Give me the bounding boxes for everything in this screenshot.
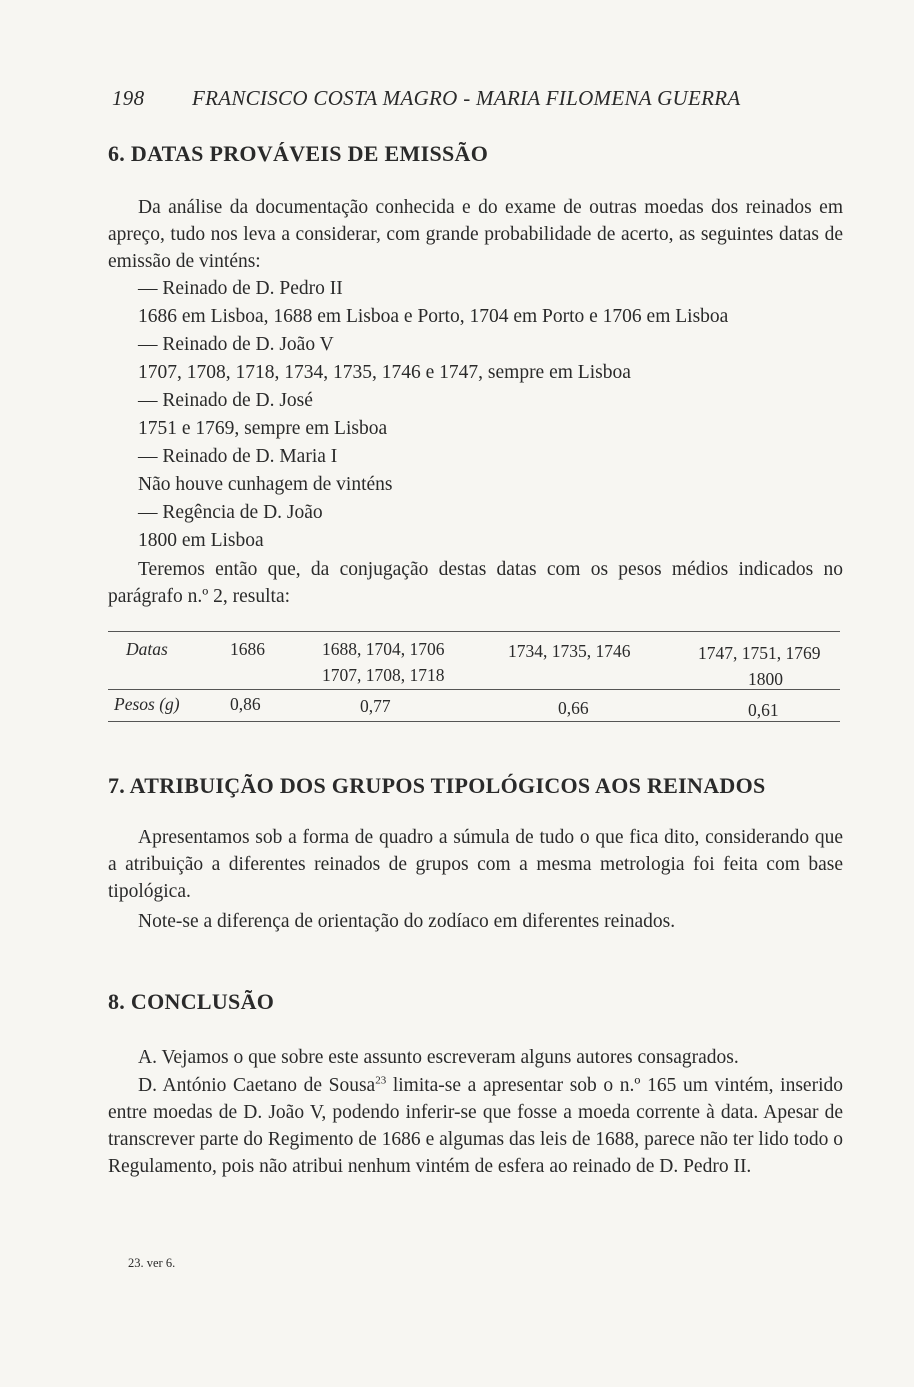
section-6-title: 6. DATAS PROVÁVEIS DE EMISSÃO — [108, 141, 489, 166]
pesos-col-1: 0,86 — [230, 694, 261, 714]
datas-col-2-line-2: 1707, 1708, 1718 — [322, 665, 445, 685]
section-8-p2 — [108, 1072, 843, 1180]
section-8-p1: A. Vejamos o que sobre este assunto escreveram alguns autores consagrados. — [138, 1047, 739, 1068]
p2-text-start: D. António Caetano de Sousa — [138, 1075, 376, 1096]
p2-text-rest: limita-se a apresentar sob o n.º 165 um vintém, inserido entre moedas de D. João V, podendo inferir-se que fosse a moeda corrente à data. Apesar de transcrever parte do Regimento de 1686 e algumas das leis de 1688, parece não ter lido todo o Regulamento, pois não atribui nenhum vintém de esfera ao reinado de D. Pedro II. — [108, 1075, 843, 1177]
pesos-label: Pesos (g) — [114, 694, 180, 714]
table-mid-rule — [108, 689, 840, 690]
dates-jose: 1751 e 1769, sempre em Lisboa — [138, 418, 388, 439]
table-bottom-rule — [108, 721, 840, 722]
running-header — [112, 86, 741, 111]
datas-label: Datas — [126, 639, 168, 659]
pesos-col-3: 0,66 — [558, 698, 589, 718]
pesos-col-4: 0,61 — [748, 700, 779, 720]
pesos-col-2: 0,77 — [360, 696, 391, 716]
section-6-intro: Da análise da documentação conhecida e do exame de outras moedas dos reinados em apreço, tudo nos leva a considerar, com grande probabilidade de acerto, as seguintes datas de emissão de vinténs: — [108, 197, 843, 272]
reign-maria-i: — Reinado de D. Maria I — [138, 446, 338, 467]
datas-col-2-line-1: 1688, 1704, 1706 — [322, 639, 445, 659]
section-7-p2: Note-se a diferença de orientação do zodíaco em diferentes reinados. — [138, 911, 676, 932]
reign-pedro-ii: — Reinado de D. Pedro II — [138, 278, 343, 299]
datas-col-1: 1686 — [230, 639, 265, 659]
footnote-23: 23. ver 6. — [128, 1256, 176, 1270]
datas-col-4-line-1: 1747, 1751, 1769 — [698, 643, 821, 663]
section-7-title: 7. ATRIBUIÇÃO DOS GRUPOS TIPOLÓGICOS AOS REINADOS — [108, 773, 766, 798]
regency-joao: — Regência de D. João — [138, 502, 323, 523]
footnote-ref-23: 23 — [375, 1074, 387, 1087]
table-top-rule — [108, 631, 840, 632]
dates-joao-v: 1707, 1708, 1718, 1734, 1735, 1746 e 1747, sempre em Lisboa — [138, 362, 631, 383]
header-authors: FRANCISCO COSTA MAGRO - MARIA FILOMENA GUERRA — [191, 86, 741, 110]
datas-col-4-line-2: 1800 — [748, 669, 783, 689]
reign-jose: — Reinado de D. José — [138, 390, 313, 411]
section-7-p1: Apresentamos sob a forma de quadro a súmula de tudo o que fica dito, considerando que a atribuição a diferentes reinados de grupos com a mesma metrologia foi feita com base tipológica. — [108, 827, 843, 902]
dates-pedro-ii: 1686 em Lisboa, 1688 em Lisboa e Porto, 1704 em Porto e 1706 em Lisboa — [138, 306, 729, 327]
section-8-title: 8. CONCLUSÃO — [108, 989, 275, 1014]
reign-joao-v: — Reinado de D. João V — [138, 334, 334, 355]
page-number: 198 — [112, 86, 145, 110]
datas-col-3: 1734, 1735, 1746 — [508, 641, 631, 661]
dates-regency: 1800 em Lisboa — [138, 530, 264, 551]
section-6-conclusion: Teremos então que, da conjugação destas datas com os pesos médios indicados no parágrafo n.º 2, resulta: — [108, 559, 843, 607]
dates-maria-i: Não houve cunhagem de vinténs — [138, 474, 393, 495]
